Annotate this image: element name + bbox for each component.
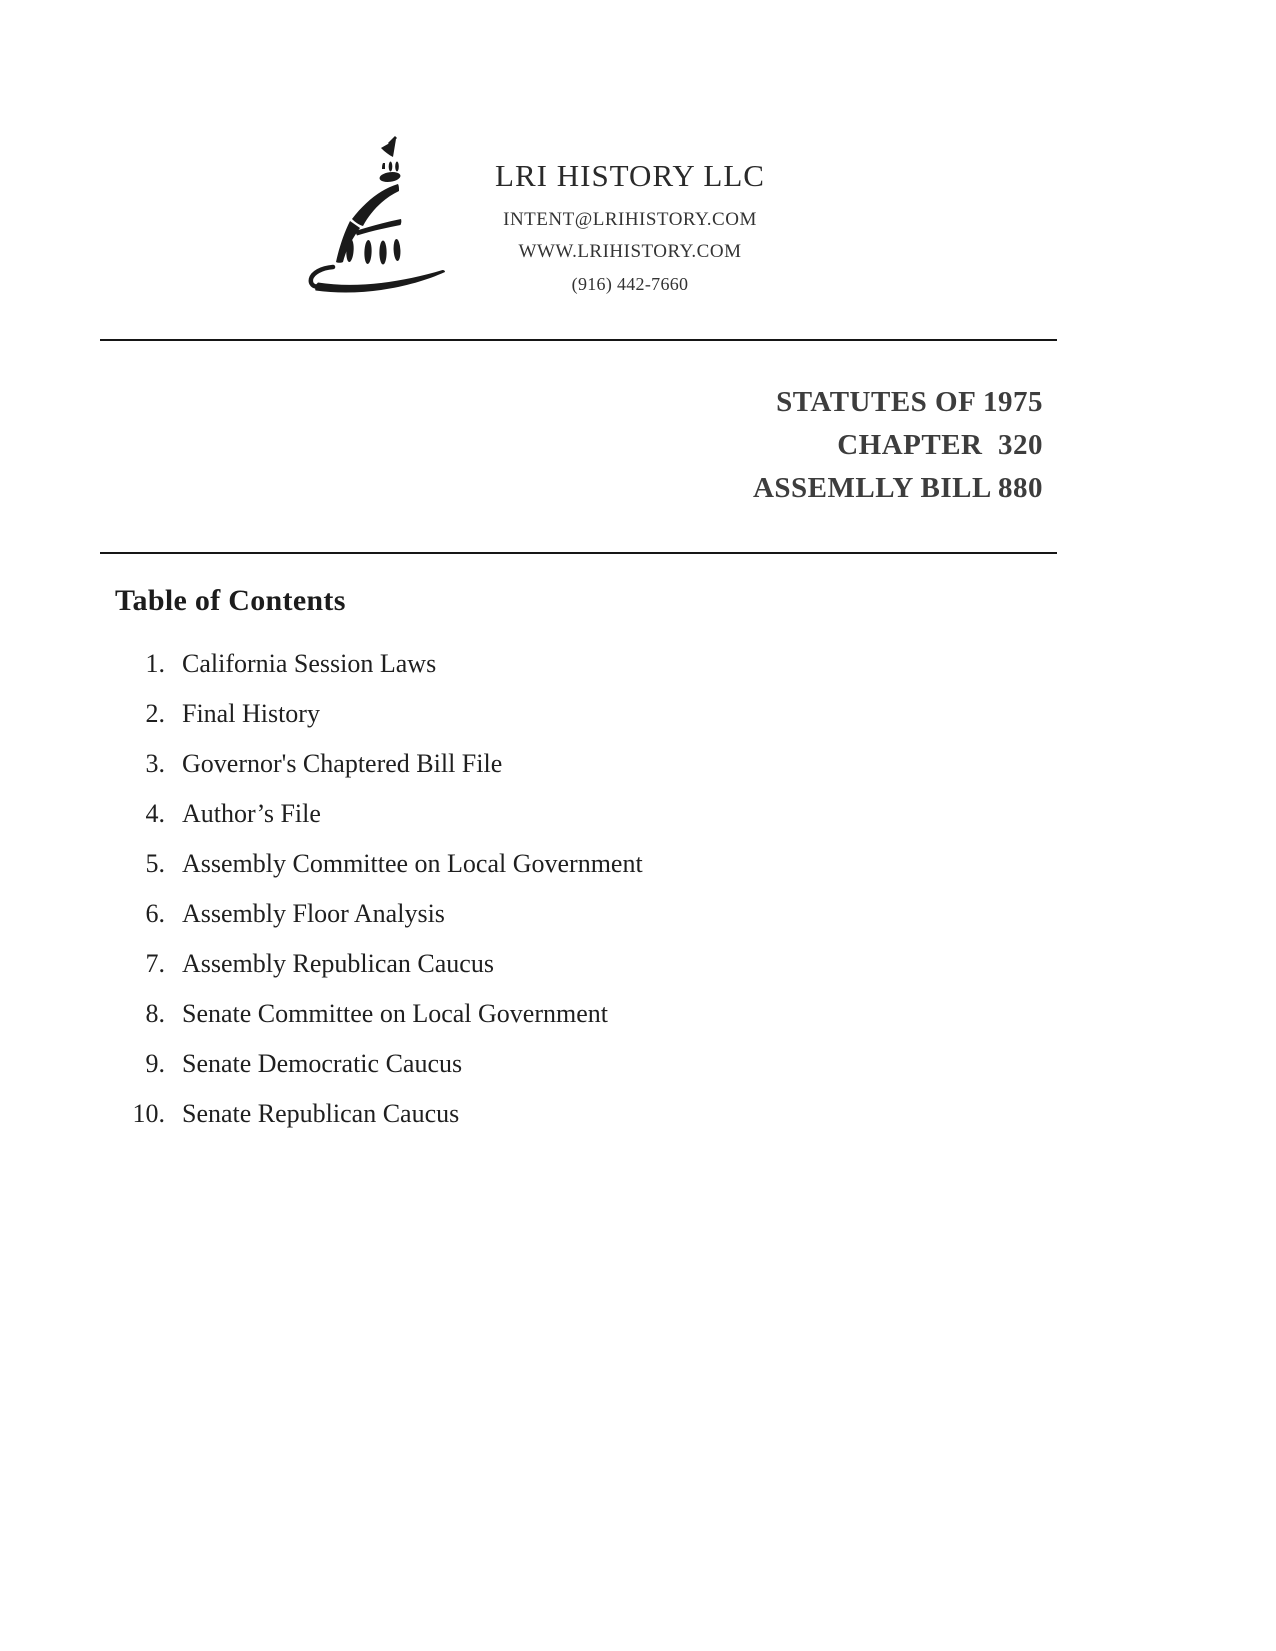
toc-item [100, 650, 643, 678]
toc-item [100, 1100, 643, 1128]
toc-item-label: Assembly Floor Analysis [182, 899, 445, 928]
horizontal-rule-top [100, 339, 1057, 341]
toc-item-label: Senate Democratic Caucus [182, 1049, 463, 1078]
statute-title-block [753, 381, 1043, 510]
email-address: INTENT@LRIHISTORY.COM [503, 209, 757, 230]
toc-list [100, 650, 643, 1150]
assembly-bill-line: ASSEMLLY BILL 880 [752, 472, 1043, 504]
toc-item-number: 9. [145, 1049, 165, 1078]
toc-item-label: Assembly Committee on Local Government [182, 849, 643, 878]
horizontal-rule-bottom [100, 552, 1057, 554]
chapter-line: CHAPTER 320 [837, 429, 1043, 461]
toc-item-label: Assembly Republican Caucus [182, 949, 494, 978]
toc-item-number: 8. [145, 999, 165, 1028]
phone-number: (916) 442-7660 [571, 274, 689, 294]
toc-heading: Table of Contents [115, 584, 346, 617]
capitol-dome-logo-icon [270, 115, 490, 315]
toc-item [100, 900, 643, 928]
toc-item-number: 10. [132, 1099, 165, 1128]
toc-item-number: 7. [145, 949, 165, 978]
company-name: LRI HISTORY LLC [495, 158, 765, 193]
letterhead [458, 158, 802, 296]
toc-item-label: Senate Republican Caucus [182, 1099, 460, 1128]
toc-item [100, 800, 643, 828]
toc-item [100, 750, 643, 778]
toc-item [100, 700, 643, 728]
toc-item-number: 3. [145, 749, 165, 778]
toc-item-number: 4. [145, 799, 165, 828]
toc-item-number: 5. [145, 849, 165, 878]
toc-item-label: Author’s File [182, 799, 321, 828]
toc-item [100, 950, 643, 978]
toc-item-number: 1. [145, 649, 165, 678]
statutes-year-line: STATUTES OF 1975 [776, 386, 1043, 418]
toc-item-label: Final History [182, 699, 320, 728]
toc-item-number: 6. [145, 899, 165, 928]
toc-item [100, 1000, 643, 1028]
toc-item [100, 850, 643, 878]
toc-item-label: Senate Committee on Local Government [182, 999, 608, 1028]
toc-item [100, 1050, 643, 1078]
toc-item-label: Governor's Chaptered Bill File [182, 749, 503, 778]
toc-item-label: California Session Laws [182, 649, 437, 678]
website-address: WWW.LRIHISTORY.COM [518, 241, 742, 262]
toc-item-number: 2. [145, 699, 165, 728]
